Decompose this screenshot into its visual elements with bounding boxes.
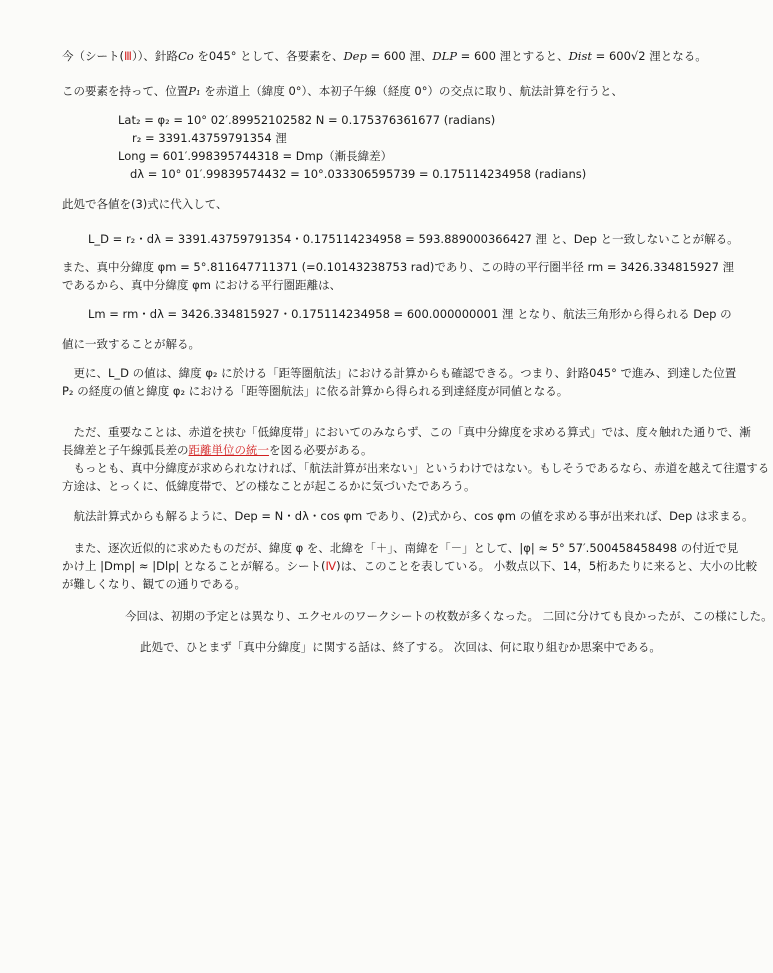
calc-lat2: Lat₂ = φ₂ = 10° 02′.89952102582 N = 0.175376361677 (radians): [118, 113, 496, 127]
highlight-unit-unification: 距離単位の統一: [188, 443, 269, 457]
approx-line-2: かけ上 |Dmp| ≈ |Dlp| となることが解る。シート(Ⅳ)は、このことを表している。 小数点以下、14，5桁あたりに来ると、大小の比較: [62, 559, 758, 573]
calc-r2: r₂ = 3391.43759791354 浬: [132, 131, 287, 145]
parallel-sailing-line-2: P₂ の経度の値と緯度 φ₂ における「距等圏航法」に依る計算から得られる到達経度が同値となる。: [62, 384, 569, 398]
lm-equation: Lm = rm・dλ = 3426.334815927・0.175114234958 = 600.000000001 浬 となり、航法三角形から得られる Dep の: [88, 307, 732, 321]
closing-line-1: 今回は、初期の予定とは異なり、エクセルのワークシートの枚数が多くなった。 二回に分けても良かったが、この様にした。: [125, 609, 773, 623]
dep-formula-line: 航法計算式からも解るように、Dep = N・dλ・cos φm であり、(2)式から、cos φm の値を求める事が出来れば、Dep は求まる。: [62, 509, 754, 523]
note-line-1: ただ、重要なことは、赤道を挟む「低緯度帯」においてのみならず、この「真中分緯度を求める算式」では、度々触れた通りで、漸: [62, 425, 751, 439]
sheet-ref-roman-4: Ⅳ: [325, 559, 337, 573]
note-line-3: もっとも、真中分緯度が求められなければ、「航法計算が出来ない」というわけではない。もしそうであるなら、赤道を越えて往還する: [62, 461, 770, 475]
calc-long: Long = 601′.998395744318 = Dmp（漸長緯差）: [118, 149, 393, 163]
parallel-sailing-line: 更に、L_D の値は、緯度 φ₂ に於ける「距等圏航法」における計算からも確認できる。つまり、針路045° で進み、到達した位置: [62, 366, 737, 380]
note-line-2: 長緯差と子午線弧長差の距離単位の統一を図る必要がある。: [62, 443, 373, 457]
intro-line: 今（シート(Ⅲ））、針路Co を045° として、各要素を、Dep = 600 浬、DLP = 600 浬とすると、Dist = 600√2 浬となる。: [62, 49, 707, 63]
calc-dlambda: dλ = 10° 01′.99839574432 = 10°.033306595739 = 0.175114234958 (radians): [130, 167, 587, 181]
match-line: 値に一致することが解る。: [62, 337, 200, 351]
ld-equation: L_D = r₂・dλ = 3391.43759791354・0.175114234958 = 593.889000366427 浬 と、Dep と一致しないことが解る。: [88, 232, 739, 246]
sheet-ref-roman-3: Ⅲ: [124, 49, 132, 63]
substitution-intro: 此処で各値を(3)式に代入して、: [62, 197, 228, 211]
note-line-4: 方途は、とっくに、低緯度帯で、どの様なことが起こるかに気づいたであろう。: [62, 479, 476, 493]
closing-line-2: 此処で、ひとまず「真中分緯度」に関する話は、終了する。 次回は、何に取り組むか思案中である。: [140, 640, 661, 654]
approx-line-1: また、逐次近似的に求めたものだが、緯度 φ を、北緯を「＋」、南緯を「－」として、|φ| ≈ 5° 57′.500458458498 の付近で見: [62, 541, 739, 555]
setup-line: この要素を持って、位置P₁ を赤道上（緯度 0°）、本初子午線（経度 0°）の交点に取り、航法計算を行うと、: [62, 84, 623, 98]
mid-latitude-line: また、真中分緯度 φm = 5°.811647711371 (=0.10143238753 rad)であり、この時の平行圏半径 rm = 3426.334815927 浬: [62, 260, 735, 274]
approx-line-3: が難しくなり、観ての通りである。: [62, 577, 246, 591]
mid-latitude-line-2: であるから、真中分緯度 φm における平行圏距離は、: [62, 278, 342, 292]
